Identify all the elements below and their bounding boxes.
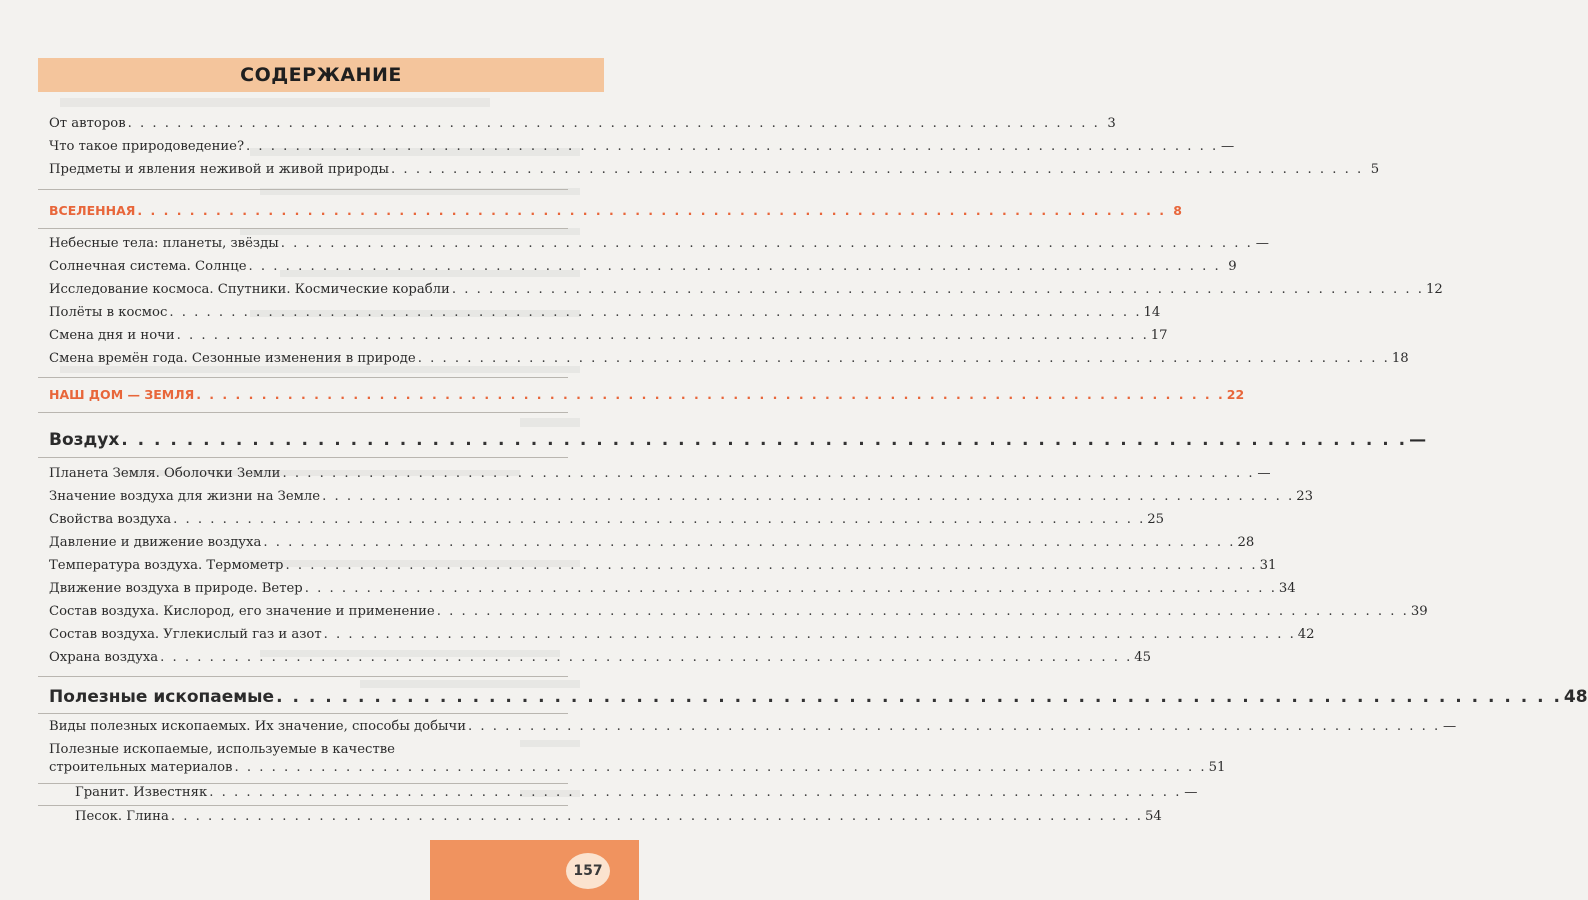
dot-leader: . . . . . . . . . . . . . . . . . . . . . . . . . . . . . . . . . . . . . . . . . . . . . . . . . . . . . . . . . . . . . . . . . . . . . . . . . . . . . . .	[280, 236, 1253, 251]
toc-entry-title: Гранит. Известняк	[75, 785, 208, 800]
toc-entry-page: 8	[1173, 203, 1182, 218]
toc-chapter-heading[interactable]	[49, 686, 1588, 708]
toc-entry-page: 45	[1134, 650, 1152, 665]
dot-leader: . . . . . . . . . . . . . . . . . . . . . . . . . . . . . . . . . . . . . . . . . . . . . . . . . . . . . . . . . . . . . . . . . . . . . . . . . . . . . . .	[173, 512, 1146, 527]
toc-entry-title: Что такое природоведение?	[49, 139, 245, 154]
dot-leader: . . . . . . . . . . . . . . . . . . . . . . . . . . . . . . . . . . . . . . . . . . . . . . . . . . . . . . . . . . . . . . . . . . . . . . . . . . . . . . .	[276, 687, 1562, 707]
toc-entry-page: 34	[1278, 581, 1296, 596]
toc-entry-title: Полезные ископаемые	[49, 687, 275, 707]
toc-entry-page: —	[1257, 466, 1271, 481]
toc-entry-page: 3	[1107, 116, 1116, 131]
toc-entry-page: 18	[1391, 351, 1409, 366]
dot-leader: . . . . . . . . . . . . . . . . . . . . . . . . . . . . . . . . . . . . . . . . . . . . . . . . . . . . . . . . . . . . . . . . . . . . . . . . . . . . . . .	[234, 760, 1207, 775]
toc-entry-page: 51	[1208, 760, 1226, 775]
toc-entry-title: Полёты в космос	[49, 305, 168, 320]
toc-entry-title: Планета Земля. Оболочки Земли	[49, 466, 281, 481]
toc-entry-page: 22	[1226, 387, 1245, 402]
toc-entry-title: Виды полезных ископаемых. Их значение, способы добычи	[49, 719, 467, 734]
toc-entry-title: Смена дня и ночи	[49, 328, 175, 343]
toc-entry-page: —	[1442, 719, 1457, 734]
toc-entry-title: Песок. Глина	[75, 809, 169, 824]
toc-entry-page: —	[1184, 785, 1198, 800]
dot-leader: . . . . . . . . . . . . . . . . . . . . . . . . . . . . . . . . . . . . . . . . . . . . . . . . . . . . . . . . . . . . . . . . . . . . . . . . . . . . . . .	[304, 581, 1277, 596]
toc-entry-page: 9	[1228, 259, 1237, 274]
toc-entry[interactable]	[49, 161, 1380, 179]
toc-entry[interactable]	[49, 649, 1152, 667]
toc-entry[interactable]	[49, 235, 1269, 253]
toc-entry[interactable]	[49, 138, 1235, 156]
toc-entry[interactable]	[49, 258, 1237, 276]
toc-entry[interactable]	[49, 741, 569, 759]
section-divider	[38, 676, 568, 677]
toc-entry-page: —	[1220, 139, 1235, 154]
page-number: 157	[566, 853, 610, 889]
toc-entry-title: Предметы и явления неживой и живой природы	[49, 162, 390, 177]
toc-entry[interactable]	[49, 327, 1168, 345]
dot-leader: . . . . . . . . . . . . . . . . . . . . . . . . . . . . . . . . . . . . . . . . . . . . . . . . . . . . . . . . . . . . . . . . . . . . . . . . . . . . . . .	[209, 785, 1182, 800]
toc-entry-page: 23	[1296, 489, 1314, 504]
toc-entry[interactable]	[49, 626, 1315, 644]
toc-entry-page: —	[1255, 236, 1269, 251]
toc-entry-title: Состав воздуха. Углекислый газ и азот	[49, 627, 322, 642]
toc-entry-page: 42	[1297, 627, 1315, 642]
dot-leader: . . . . . . . . . . . . . . . . . . . . . . . . . . . . . . . . . . . . . . . . . . . . . . . . . . . . . . . . . . . . . . . . . . . . . . . . . . . . . . .	[263, 535, 1236, 550]
toc-entry[interactable]	[49, 465, 1271, 483]
toc-entry[interactable]	[49, 350, 1409, 368]
toc-entry[interactable]	[49, 488, 1314, 506]
section-divider	[38, 377, 568, 378]
toc-entry-page: 48	[1563, 687, 1588, 707]
section-divider	[38, 412, 568, 413]
toc-subentry[interactable]	[75, 784, 1198, 802]
toc-entry-title: Значение воздуха для жизни на Земле	[49, 489, 321, 504]
toc-entry-title: Воздух	[49, 430, 120, 450]
toc-entry-page: 12	[1425, 282, 1443, 297]
toc-subentry[interactable]	[75, 808, 1162, 826]
dot-leader: . . . . . . . . . . . . . . . . . . . . . . . . . . . . . . . . . . . . . . . . . . . . . . . . . . . . . . . . . . . . . . . . . . . . . . . . . . . . . . .	[323, 627, 1296, 642]
section-divider	[38, 228, 568, 229]
toc-section-heading[interactable]	[49, 386, 1245, 404]
section-divider	[38, 713, 568, 714]
toc-entry-title: Солнечная система. Солнце	[49, 259, 247, 274]
toc-entry-page: 25	[1147, 512, 1165, 527]
toc-entry[interactable]	[49, 603, 1428, 621]
toc-entry[interactable]	[49, 304, 1161, 322]
toc-entry-title: Охрана воздуха	[49, 650, 159, 665]
toc-entry[interactable]	[49, 511, 1165, 529]
dot-leader: . . . . . . . . . . . . . . . . . . . . . . . . . . . . . . . . . . . . . . . . . . . . . . . . . . . . . . . . . . . . . . . . . . . . . . . . . . . . . . .	[282, 466, 1255, 481]
toc-entry-page: —	[1409, 430, 1427, 450]
toc-entry-title: От авторов	[49, 116, 126, 131]
toc-entry-title: Смена времён года. Сезонные изменения в природе	[49, 351, 416, 366]
toc-entry-page: 54	[1144, 809, 1162, 824]
toc-entry-title: Исследование космоса. Спутники. Космические корабли	[49, 282, 450, 297]
dot-leader: . . . . . . . . . . . . . . . . . . . . . . . . . . . . . . . . . . . . . . . . . . . . . . . . . . . . . . . . . . . . . . . . . . . . . . . . . . . . . . .	[121, 430, 1408, 450]
toc-entry-title: НАШ ДОМ — ЗЕМЛЯ	[49, 387, 195, 402]
toc-entry-title: Полезные ископаемые, используемые в качестве	[49, 742, 395, 757]
section-divider	[38, 805, 568, 806]
toc-entry-title: Движение воздуха в природе. Ветер	[49, 581, 303, 596]
toc-entry[interactable]	[49, 580, 1296, 598]
dot-leader: . . . . . . . . . . . . . . . . . . . . . . . . . . . . . . . . . . . . . . . . . . . . . . . . . . . . . . . . . . . . . . . . . . . . . . . . . . . . . . .	[160, 650, 1133, 665]
section-divider	[38, 189, 568, 190]
dot-leader: . . . . . . . . . . . . . . . . . . . . . . . . . . . . . . . . . . . . . . . . . . . . . . . . . . . . . . . . . . . . . . . . . . . . . . . . . . . . . . .	[127, 116, 1100, 131]
toc-entry-page: 28	[1237, 535, 1255, 550]
dot-leader: . . . . . . . . . . . . . . . . . . . . . . . . . . . . . . . . . . . . . . . . . . . . . . . . . . . . . . . . . . . . . . . . . . . . . . . . . . . . . . .	[248, 259, 1221, 274]
toc-entry-page: 31	[1259, 558, 1277, 573]
dot-leader: . . . . . . . . . . . . . . . . . . . . . . . . . . . . . . . . . . . . . . . . . . . . . . . . . . . . . . . . . . . . . . . . . . . . . . . . . . . . . . .	[451, 282, 1424, 297]
toc-entry-title: Состав воздуха. Кислород, его значение и применение	[49, 604, 435, 619]
toc-entry[interactable]	[49, 115, 1116, 133]
toc-entry-title: Давление и движение воздуха	[49, 535, 262, 550]
dot-leader: . . . . . . . . . . . . . . . . . . . . . . . . . . . . . . . . . . . . . . . . . . . . . . . . . . . . . . . . . . . . . . . . . . . . . . . . . . . . . . .	[391, 162, 1364, 177]
dot-leader: . . . . . . . . . . . . . . . . . . . . . . . . . . . . . . . . . . . . . . . . . . . . . . . . . . . . . . . . . . . . . . . . . . . . . . . . . . . . . . .	[417, 351, 1390, 366]
dot-leader: . . . . . . . . . . . . . . . . . . . . . . . . . . . . . . . . . . . . . . . . . . . . . . . . . . . . . . . . . . . . . . . . . . . . . . . . . . . . . . .	[322, 489, 1295, 504]
toc-entry[interactable]	[49, 557, 1277, 575]
dot-leader: . . . . . . . . . . . . . . . . . . . . . . . . . . . . . . . . . . . . . . . . . . . . . . . . . . . . . . . . . . . . . . . . . . . . . . . . . . . . . . .	[170, 809, 1143, 824]
toc-entry-page: 17	[1150, 328, 1168, 343]
toc-entry[interactable]	[49, 534, 1255, 552]
toc-entry-title: Температура воздуха. Термометр	[49, 558, 284, 573]
dot-leader: . . . . . . . . . . . . . . . . . . . . . . . . . . . . . . . . . . . . . . . . . . . . . . . . . . . . . . . . . . . . . . . . . . . . . . . . . . . . . . .	[246, 139, 1219, 154]
dot-leader: . . . . . . . . . . . . . . . . . . . . . . . . . . . . . . . . . . . . . . . . . . . . . . . . . . . . . . . . . . . . . . . . . . . . . . . . . . . . . . .	[169, 305, 1142, 320]
toc-entry-title: Свойства воздуха	[49, 512, 172, 527]
dot-leader: . . . . . . . . . . . . . . . . . . . . . . . . . . . . . . . . . . . . . . . . . . . . . . . . . . . . . . . . . . . . . . . . . . . . . . . . . . . . . . .	[468, 719, 1441, 734]
dot-leader: . . . . . . . . . . . . . . . . . . . . . . . . . . . . . . . . . . . . . . . . . . . . . . . . . . . . . . . . . . . . . . . . . . . . . . . . . . . . . . .	[176, 328, 1149, 343]
dot-leader: . . . . . . . . . . . . . . . . . . . . . . . . . . . . . . . . . . . . . . . . . . . . . . . . . . . . . . . . . . . . . . . . . . . . . . . . . . . . . . .	[436, 604, 1409, 619]
toc-chapter-heading[interactable]	[49, 429, 1427, 451]
toc-entry[interactable]	[49, 281, 1443, 299]
toc-entry-page: 14	[1143, 305, 1161, 320]
dot-leader: . . . . . . . . . . . . . . . . . . . . . . . . . . . . . . . . . . . . . . . . . . . . . . . . . . . . . . . . . . . . . . . . . . . . . . . . . . . . . . .	[137, 203, 1166, 218]
section-divider	[38, 457, 568, 458]
toc-entry[interactable]	[49, 759, 1226, 777]
toc-entry-title: Небесные тела: планеты, звёзды	[49, 236, 279, 251]
dot-leader: . . . . . . . . . . . . . . . . . . . . . . . . . . . . . . . . . . . . . . . . . . . . . . . . . . . . . . . . . . . . . . . . . . . . . . . . . . . . . . .	[285, 558, 1258, 573]
toc-entry-title: ВСЕЛЕННАЯ	[49, 203, 136, 218]
toc-entry-page: 39	[1410, 604, 1428, 619]
page-title: СОДЕРЖАНИЕ	[240, 64, 402, 86]
dot-leader: . . . . . . . . . . . . . . . . . . . . . . . . . . . . . . . . . . . . . . . . . . . . . . . . . . . . . . . . . . . . . . . . . . . . . . . . . . . . . . .	[196, 387, 1225, 402]
toc-entry-title: строительных материалов	[49, 760, 233, 775]
toc-section-heading[interactable]	[49, 202, 1182, 220]
toc-entry-page: 5	[1370, 162, 1380, 177]
toc-entry[interactable]	[49, 718, 1457, 736]
